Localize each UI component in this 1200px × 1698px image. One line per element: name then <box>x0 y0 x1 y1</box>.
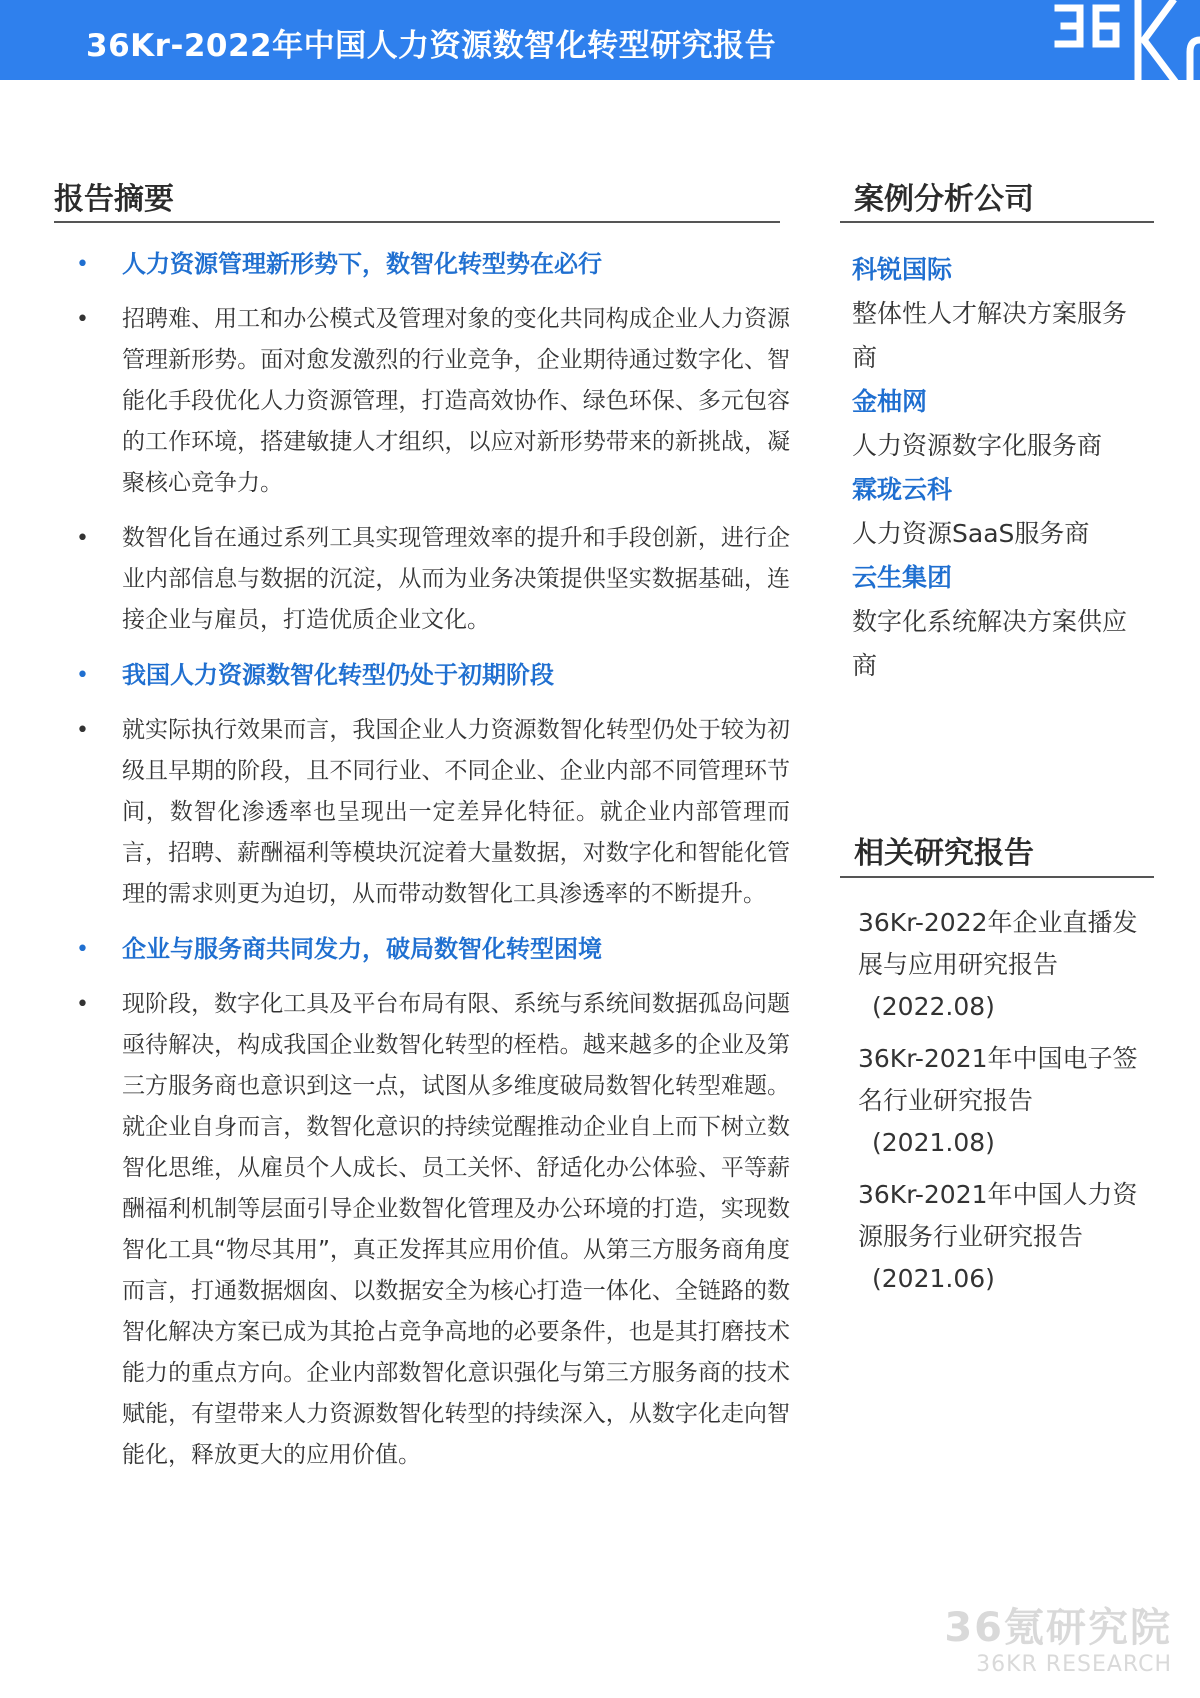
case-item <box>852 248 1142 380</box>
case-company-desc: 数字化系统解决方案供应商 <box>852 607 1128 680</box>
summary-heading-item <box>72 929 792 970</box>
case-company-name: 云生集团 <box>852 563 953 592</box>
report-title: 36Kr-2021年中国人力资源服务行业研究报告 <box>858 1180 1138 1251</box>
bullet-icon: • <box>76 252 89 277</box>
summary-paragraph: 现阶段，数字化工具及平台布局有限、系统与系统间数据孤岛问题亟待解决，构成我国企业数智化转型的桎梏。越来越多的企业及第三方服务商也意识到这一点，试图从多维度破局数智化转型难题。就企业自身而言，数智化意识的持续觉醒推动企业自上而下树立数智化思维，从雇员个人成长、员工关怀、舒适化办公体验、平等薪酬福利机制等层面引导企业数智化管理及办公环境的打造，实现数智化工具“物尽其用”，真正发挥其应用价值。从第三方服务商角度而言，打通数据烟囱、以数据安全为核心打造一体化、全链路的数智化解决方案已成为其抢占竞争高地的必要条件，也是其打磨技术能力的重点方向。企业内部数智化意识强化与第三方服务商的技术赋能，有望带来人力资源数智化转型的持续深入，从数字化走向智能化，释放更大的应用价值。 <box>122 991 790 1468</box>
summary-paragraph: 招聘难、用工和办公模式及管理对象的变化共同构成企业人力资源管理新形势。面对愈发激烈的行业竞争，企业期待通过数字化、智能化手段优化人力资源管理，打造高效协作、绿色环保、多元包容的工作环境，搭建敏捷人才组织，以应对新形势带来的新挑战，凝聚核心竞争力。 <box>122 306 790 496</box>
36kr-logo-icon <box>1050 0 1200 80</box>
summary-heading: 人力资源管理新形势下，数智化转型势在必行 <box>122 250 602 278</box>
bullet-icon: • <box>76 663 89 688</box>
watermark <box>944 1604 1172 1678</box>
bullet-icon: • <box>76 992 89 1017</box>
summary-paragraph-item <box>72 710 792 915</box>
case-item <box>852 556 1142 688</box>
summary-paragraph: 就实际执行效果而言，我国企业人力资源数智化转型仍处于较为初级且早期的阶段，且不同行业、不同企业、企业内部不同管理环节间，数智化渗透率也呈现出一定差异化特征。就企业内部管理而言，招聘、薪酬福利等模块沉淀着大量数据，对数字化和智能化管理的需求则更为迫切，从而带动数智化工具渗透率的不断提升。 <box>122 717 790 907</box>
case-company-desc: 整体性人才解决方案服务商 <box>852 299 1128 372</box>
bullet-icon: • <box>76 718 89 743</box>
summary-divider <box>54 221 780 223</box>
cases-divider <box>840 221 1154 223</box>
watermark-en: 36KR RESEARCH <box>976 1652 1172 1677</box>
header-bar <box>0 0 1200 80</box>
case-company-desc: 人力资源数字化服务商 <box>852 431 1103 460</box>
summary-heading: 企业与服务商共同发力，破局数智化转型困境 <box>122 935 602 963</box>
case-list <box>852 248 1142 688</box>
summary-paragraph-item <box>72 518 792 641</box>
bullet-icon: • <box>76 307 89 332</box>
case-company-name: 霖珑云科 <box>852 475 953 504</box>
report-item <box>858 1174 1148 1300</box>
cases-section-title: 案例分析公司 <box>854 182 1034 217</box>
report-title: 36Kr-2022年企业直播发展与应用研究报告 <box>858 908 1138 979</box>
report-item <box>858 902 1148 1028</box>
bullet-icon: • <box>76 526 89 551</box>
reports-section-title: 相关研究报告 <box>854 836 1034 871</box>
report-title: 36Kr-2021年中国电子签名行业研究报告 <box>858 1044 1138 1115</box>
summary-paragraph: 数智化旨在通过系列工具实现管理效率的提升和手段创新，进行企业内部信息与数据的沉淀，从而为业务决策提供坚实数据基础，连接企业与雇员，打造优质企业文化。 <box>122 525 790 633</box>
report-title: 36Kr-2022年中国人力资源数智化转型研究报告 <box>86 28 777 64</box>
summary-section-title: 报告摘要 <box>54 182 174 217</box>
summary-paragraph-item <box>72 299 792 504</box>
report-item <box>858 1038 1148 1164</box>
report-date: (2022.08) <box>872 992 995 1021</box>
summary-heading-item <box>72 244 792 285</box>
case-company-desc: 人力资源SaaS服务商 <box>852 519 1090 548</box>
report-date: (2021.08) <box>872 1128 995 1157</box>
report-date: (2021.06) <box>872 1264 995 1293</box>
case-company-name: 金柚网 <box>852 387 928 416</box>
report-list <box>858 902 1148 1310</box>
case-item <box>852 380 1142 468</box>
summary-heading: 我国人力资源数智化转型仍处于初期阶段 <box>122 661 554 689</box>
case-item <box>852 468 1142 556</box>
summary-heading-item <box>72 655 792 696</box>
summary-paragraph-item <box>72 984 792 1476</box>
bullet-icon: • <box>76 937 89 962</box>
reports-divider <box>840 876 1154 878</box>
watermark-cn: 36氪研究院 <box>944 1605 1172 1651</box>
summary-list <box>72 244 792 1476</box>
case-company-name: 科锐国际 <box>852 255 953 284</box>
